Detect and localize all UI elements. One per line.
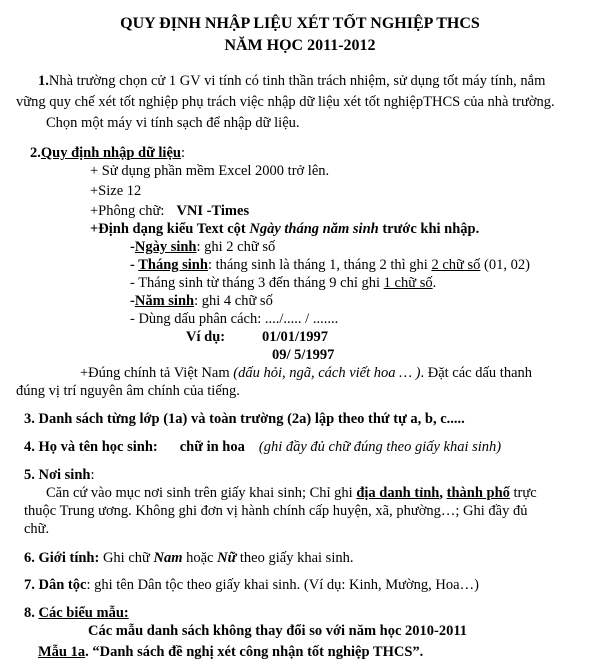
rule-month-of-birth: - Tháng sinh: tháng sinh là tháng 1, tháng 2 thì ghi 2 chữ số (01, 02) <box>130 257 530 273</box>
section-7: 7. Dân tộc: ghi tên Dân tộc theo giấy khai sinh. (Ví dụ: Kinh, Mường, Hoa…) <box>24 577 479 593</box>
section-5-heading: 5. Nơi sinh: <box>24 467 95 483</box>
rule-spelling-line-2: đúng vị trí nguyên âm chính của tiếng. <box>16 383 240 399</box>
example-date-2: 09/ 5/1997 <box>272 347 335 363</box>
section-1-number: 1. <box>38 73 49 89</box>
section-3: 3. Danh sách từng lớp (1a) và toàn trường (2a) lập theo thứ tự a, b, c..... <box>24 411 465 427</box>
rule-day-of-birth: -Ngày sinh: ghi 2 chữ số <box>130 239 276 255</box>
example-label: Ví dụ: <box>186 329 226 345</box>
section-1-line-2: vững quy chế xét tốt nghiệp phụ trách việc nhập dữ liệu xét tốt nghiệpTHCS của nhà trường. <box>16 94 555 110</box>
document-title: QUY ĐỊNH NHẬP LIỆU XÉT TỐT NGHIỆP THCS <box>120 15 480 32</box>
document-subtitle: NĂM HỌC 2011-2012 <box>224 37 376 54</box>
section-5-line-3: chữ. <box>24 521 50 537</box>
section-1-line-1: 1.Nhà trường chọn cử 1 GV vi tính có tinh thần trách nhiệm, sử dụng tốt máy tính, nắm <box>38 73 546 89</box>
section-1-line-3: Chọn một máy vi tính sạch để nhập dữ liệu. <box>46 115 300 131</box>
section-4: 4. Họ và tên học sinh: chữ in hoa (ghi đầy đủ chữ đúng theo giấy khai sinh) <box>24 439 502 455</box>
rule-separator: - Dùng dấu phân cách: ..../..... / ....... <box>130 311 339 327</box>
section-8-heading: 8. Các biểu mẫu: <box>24 605 129 621</box>
section-8-subtitle: Các mẫu danh sách không thay đổi so với năm học 2010-2011 <box>88 623 468 639</box>
section-5-line-2: thuộc Trung ương. Không ghi đơn vị hành chính cấp huyện, xã, phường…; Ghi đầy đủ <box>24 503 528 519</box>
section-8-form-1a: Mẫu 1a. “Danh sách đề nghị xét công nhận tốt nghiệp THCS”. <box>38 644 424 660</box>
section-2-heading: 2.Quy định nhập dữ liệu: <box>30 145 185 161</box>
rule-font-size: +Size 12 <box>90 183 142 199</box>
rule-month-3-to-9: - Tháng sinh từ tháng 3 đến tháng 9 chỉ ghi 1 chữ số. <box>130 275 437 291</box>
rule-font-name: +Phông chữ: VNI -Times <box>90 203 250 219</box>
rule-spelling: +Đúng chính tả Việt Nam (dấu hỏi, ngã, cách viết hoa … ). Đặt các dấu thanh <box>80 365 533 381</box>
example-date-1: 01/01/1997 <box>262 329 329 345</box>
rule-year-of-birth: -Năm sinh: ghi 4 chữ số <box>130 293 273 309</box>
section-5-line-1: Căn cứ vào mục nơi sinh trên giấy khai sinh; Chỉ ghi địa danh tỉnh, thành phố trực <box>46 485 537 501</box>
rule-excel-version: + Sử dụng phần mềm Excel 2000 trở lên. <box>90 163 330 179</box>
section-6: 6. Giới tính: Ghi chữ Nam hoặc Nữ theo giấy khai sinh. <box>24 550 354 566</box>
rule-text-format: +Định dạng kiểu Text cột Ngày tháng năm sinh trước khi nhập. <box>90 221 480 237</box>
